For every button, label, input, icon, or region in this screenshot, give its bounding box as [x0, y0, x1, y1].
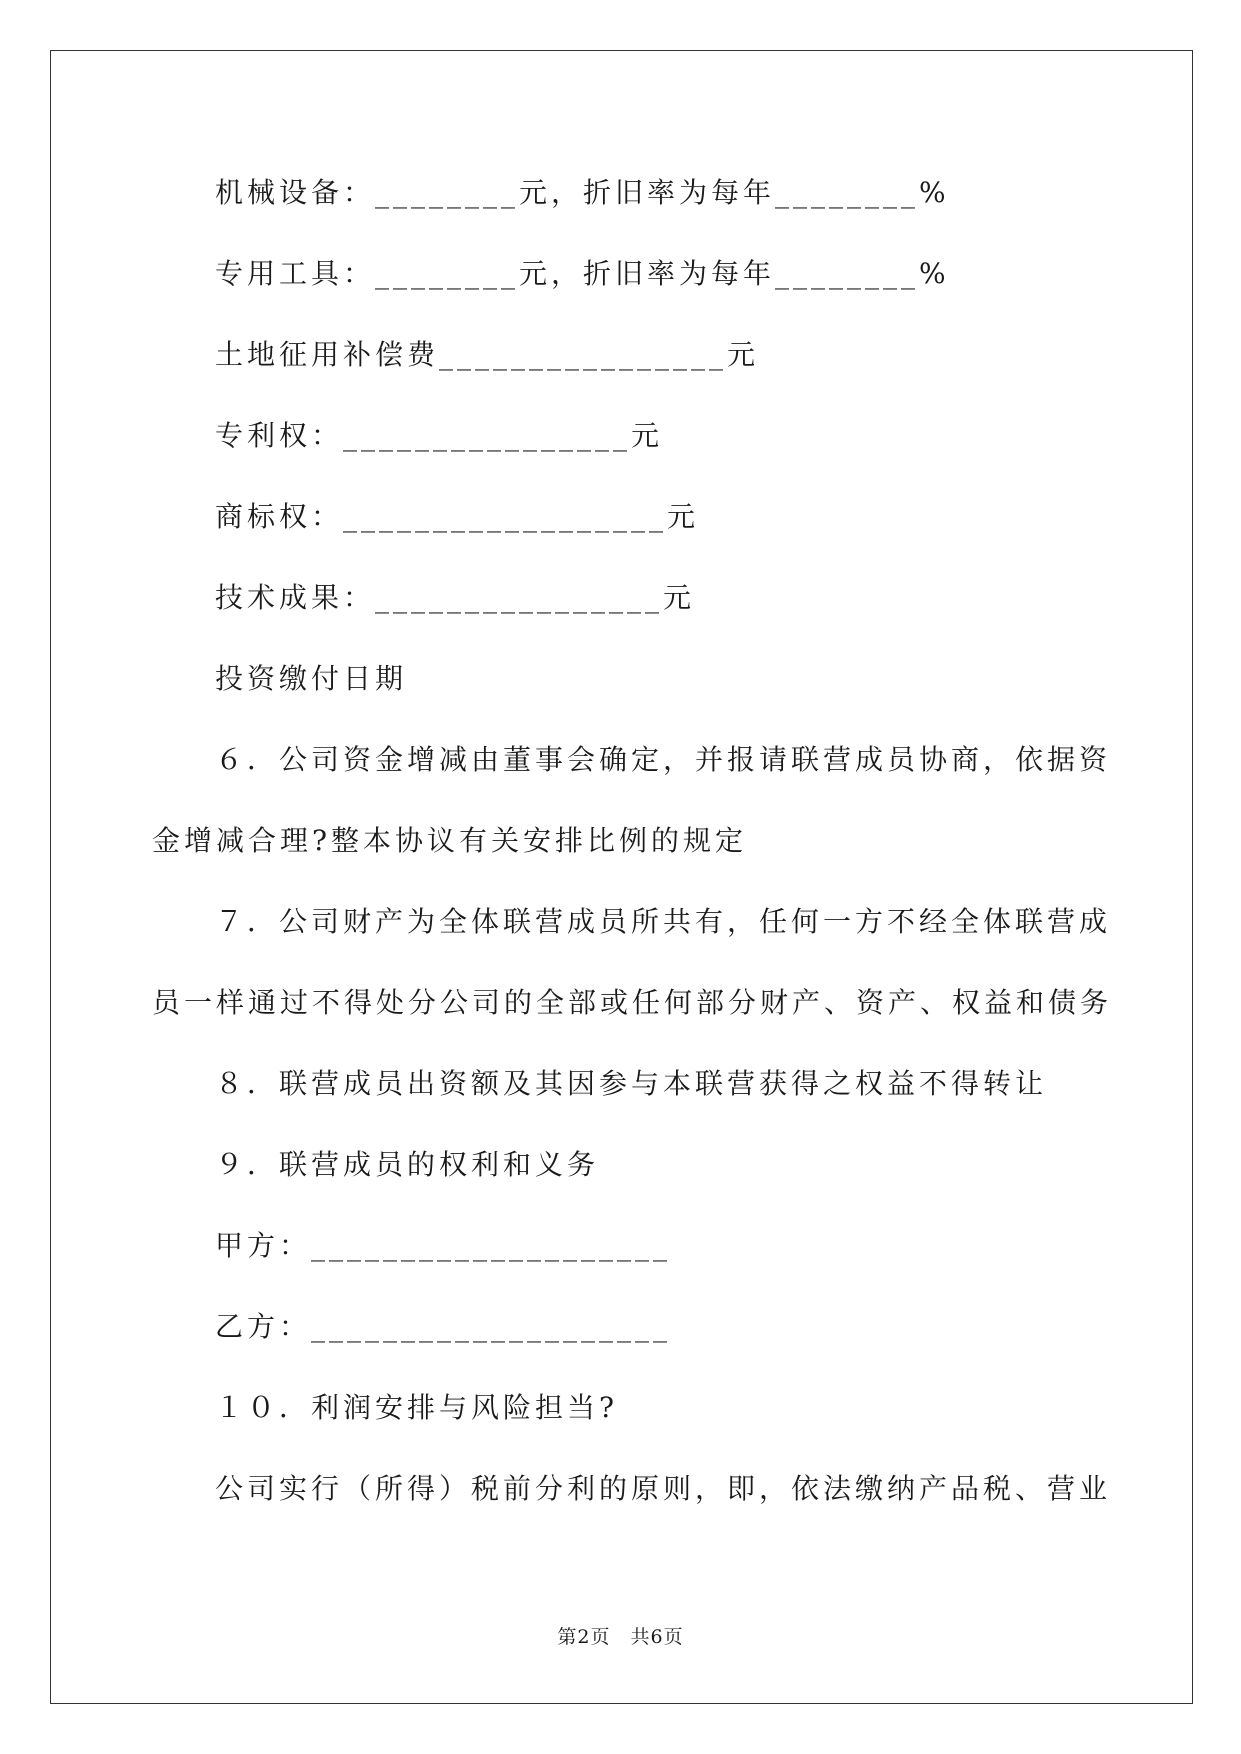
party-a-line: 甲方：____________________: [215, 1229, 672, 1262]
clause-6-line-1: ６．公司资金增减由董事会确定，并报请联营成员协商，依据资: [215, 743, 1112, 776]
page-border: [50, 50, 1193, 1704]
trademark-line: 商标权：__________________元: [215, 500, 700, 533]
investment-date-line: 投资缴付日期: [215, 662, 408, 695]
party-b-line: 乙方：____________________: [215, 1310, 672, 1343]
machinery-equipment-line: 机械设备：________元，折旧率为每年________%: [215, 176, 950, 209]
profit-principle-line: 公司实行（所得）税前分利的原则，即，依法缴纳产品税、营业: [215, 1472, 1112, 1505]
clause-8-line: ８．联营成员出资额及其因参与本联营获得之权益不得转让: [215, 1067, 1048, 1100]
special-tools-line: 专用工具：________元，折旧率为每年________%: [215, 257, 950, 290]
page-footer: 第2页 共6页: [557, 1626, 684, 1648]
clause-6-line-2: 金增减合理?整本协议有关安排比例的规定: [152, 824, 748, 857]
tech-achievement-line: 技术成果：________________元: [215, 581, 696, 614]
clause-7-line-1: ７．公司财产为全体联营成员所共有，任何一方不经全体联营成: [215, 905, 1112, 938]
clause-7-line-2: 员一样通过不得处分公司的全部或任何部分财产、资产、权益和债务: [152, 986, 1113, 1019]
clause-10-line: １０．利润安排与风险担当?: [215, 1391, 619, 1424]
clause-9-line: ９．联营成员的权利和义务: [215, 1148, 600, 1181]
land-compensation-line: 土地征用补偿费________________元: [215, 338, 760, 371]
patent-line: 专利权：________________元: [215, 419, 664, 452]
